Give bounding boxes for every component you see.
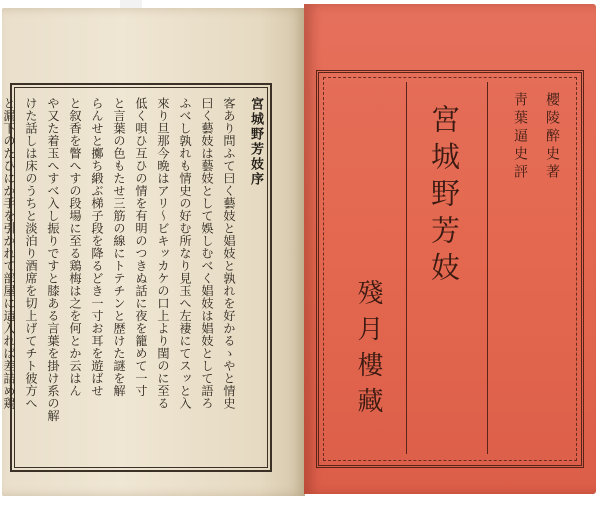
- preface-title: 宮城野芳妓序: [248, 97, 263, 187]
- preface-page: [2, 8, 305, 496]
- tape-scrap: [120, 0, 142, 8]
- preface-column: と叙香を瞥へすの段場に至る鶏梅は之を何とか云はん: [68, 97, 82, 397]
- preface-column: や又た着玉へすべ入し振りですと膝ある言葉を掛け系の解: [46, 97, 60, 422]
- column-rule: [487, 82, 488, 454]
- cover-critic: 靑葉逼史評: [512, 92, 528, 182]
- preface-column: けた話しは床のうちと淡泊り酒席を切上げてチト彼方へ: [24, 97, 38, 410]
- cover-publisher: 殘月樓藏: [353, 279, 383, 423]
- preface-column: と漏下のたひにか手を引かれて部屋に這入れば差詰め鶏: [2, 97, 16, 410]
- cover-title: 宮城野芳妓: [427, 104, 461, 289]
- preface-column: 客あり問ふて曰く藝妓と娼妓と孰れを好かるゝやと情史: [222, 97, 236, 410]
- preface-column: 曰く藝妓は藝妓として娛しむべく娼妓は娼妓として語ろ: [200, 97, 214, 410]
- cover-author: 櫻陵醉史著: [544, 92, 560, 182]
- preface-column: らんせと擲ち緞ぶ梯子段を降るどき一寸お耳を遊ばせ: [90, 97, 104, 397]
- preface-column: 來り旦那今晩はアリ～ビキッカケの口上より閨のに至る: [156, 97, 170, 410]
- preface-column: ふべし孰れも情史の好む所なり見玉へ左褄にてスッと入: [178, 97, 192, 410]
- preface-column: と言葉の色もたせ三筋の線にトテチンと歴けた謎を解: [112, 97, 126, 397]
- preface-frame: [2, 83, 272, 472]
- preface-column: 低く唄ひ互ひの情を有明のつきぬ話に夜を籠めて一寸: [134, 97, 148, 397]
- cover-page: [304, 4, 596, 494]
- column-rule: [406, 82, 407, 454]
